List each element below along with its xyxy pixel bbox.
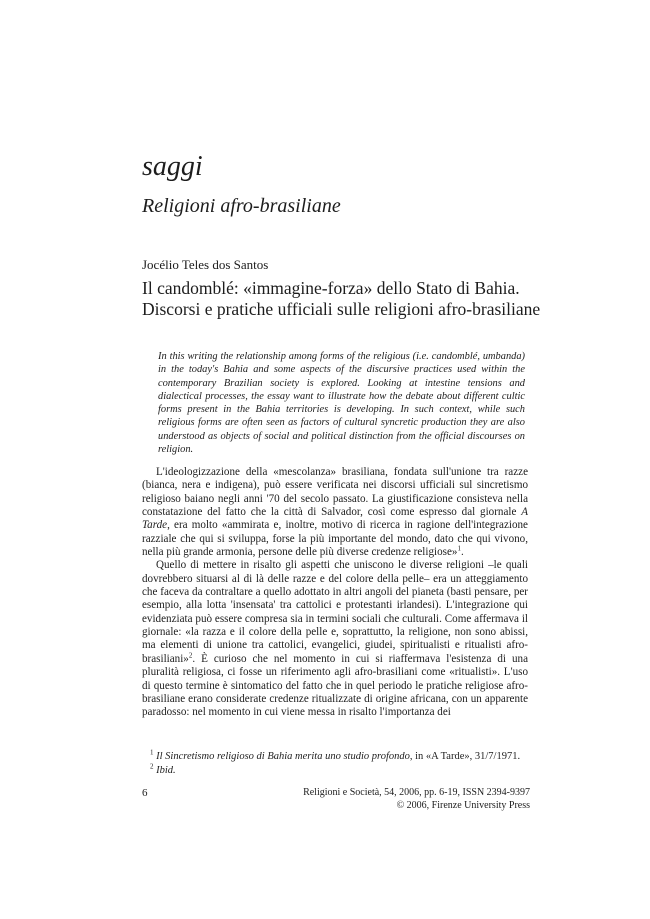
- copyright-line: © 2006, Firenze University Press: [396, 800, 530, 811]
- footnotes: [150, 750, 530, 778]
- footnote-ref-1[interactable]: 1: [457, 544, 461, 553]
- footnote-1-number: 1: [150, 748, 154, 757]
- article-author: Jocélio Teles dos Santos: [142, 257, 269, 272]
- footnote-2-number: 2: [150, 762, 154, 771]
- paragraph-1-part-b: , era molto «ammirata e, inoltre, motivo di ricerca in ragione dell'integrazione razziale che qui si sviluppa, forse la più importante del mondo, dato che qui vivono, nella più grande armonia, persone delle più diverse credenze religiose»: [142, 519, 528, 559]
- journal-citation: [300, 786, 530, 812]
- section-subtitle: Religioni afro-brasiliane: [142, 195, 341, 217]
- footnote-1: [150, 750, 530, 764]
- newspaper-name: A Tarde: [142, 506, 528, 532]
- footnote-2: [150, 764, 530, 778]
- paragraph-1: [142, 466, 528, 559]
- footnote-1-source: , in «A Tarde», 31/7/1971.: [409, 751, 521, 762]
- paragraph-2-part-a: Quello di mettere in risalto gli aspetti che uniscono le diverse religioni –le quali dovrebbero situarsi al di là delle razze e del colore della pelle– era un atteggiamento che faceva da contraltare a quello adottato in altri angoli del pianeta (basti pensare, per esempio, alla lotta 'insensata' tra cattolici e protestanti irlandesi). L'integrazione qui evidenziata può essere compresa sia in termini sociali che culturali. Come affermava il giornale: «la razza e il colore della pelle e, soprattutto, la religione, non sono abissi, ma elementi di unione tra cattolici, evangelici, giudei, spiritualisti e ritualisti afro-brasiliani»: [142, 559, 528, 665]
- footnote-ref-2[interactable]: 2: [188, 651, 193, 660]
- paragraph-1-part-c: .: [460, 546, 464, 559]
- paragraph-2-part-b: . È curioso che nel momento in cui si riaffermava l'esistenza di una pluralità religiosa, ci fosse un riferimento agli afro-brasiliani come «ritualisti». L'uso di questo termine è sintomatico del fatto che in quel periodo le pratiche religiose afro-brasiliane erano considerate credenze ritualizzate di origine africana, con un apparente paradosso: nel momento in cui viene messa in risalto l'importanza dei: [142, 652, 528, 719]
- footnote-1-title: Il Sincretismo religioso di Bahia merita uno studio profondo: [156, 751, 410, 762]
- paragraph-2: [142, 559, 528, 719]
- paragraph-1-part-a: L'ideologizzazione della «mescolanza» brasiliana, fondata sull'unione tra razze (bianca, nera e indigena), può essere verificata nei discorsi ufficiali sul sincretismo religioso baiano negli anni '70 del secolo passato. La giustificazione consisteva nella constatazione del fatto che la città di Salvador, così come espresso dal giornale: [142, 466, 528, 519]
- article-title: [142, 278, 542, 320]
- abstract: In this writing the relationship among forms of the religious (i.e. candomblé, umbanda) in the today's Bahia and some aspects of the discursive practices used within the contemporary Brazilian society is explored. Looking at intestine tensions and dialectical processes, the essay want to illustrate how the debate about different cultic forms present in the Bahia territories is developing. In such context, while such religious forms are often seen as factors of cultural syncretic production they are also understood as objects of social and political distinction from the official discourses on religion.: [158, 351, 525, 456]
- section-heading: saggi: [142, 151, 203, 182]
- footnote-2-text: Ibid.: [156, 765, 176, 776]
- journal-line: Religioni e Società, 54, 2006, pp. 6-19, ISSN 2394-9397: [303, 787, 530, 798]
- page-number: 6: [142, 787, 148, 799]
- body-text: [142, 466, 528, 720]
- article-title-line-2: Discorsi e pratiche ufficiali sulle religioni afro-brasiliane: [142, 299, 541, 319]
- article-title-line-1: Il candomblé: «immagine-forza» dello Stato di Bahia.: [142, 278, 520, 298]
